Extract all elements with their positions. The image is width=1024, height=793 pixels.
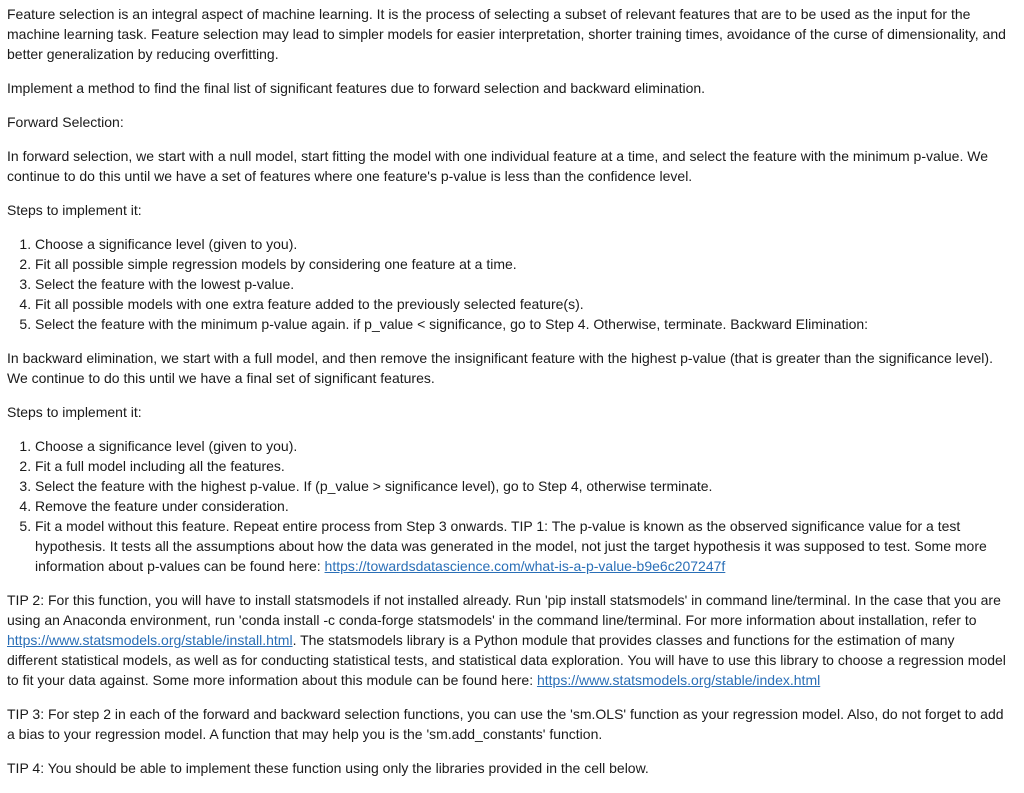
p-value-link[interactable]: https://towardsdatascience.com/what-is-a-p-value-b9e6c207247f [324, 558, 726, 574]
forward-step: 3. Select the feature with the lowest p-value. [35, 274, 1006, 294]
backward-step: 4. Remove the feature under consideration. [35, 496, 1006, 516]
forward-selection-heading: Forward Selection: [7, 114, 124, 130]
statsmodels-install-link[interactable]: https://www.statsmodels.org/stable/install.html [7, 632, 293, 648]
forward-step: 5. Select the feature with the minimum p-value again. if p_value < significance, go to Step 4. Otherwise, terminate. Backward Elimination: [35, 314, 1006, 334]
backward-step: 1. Choose a significance level (given to you). [35, 436, 1006, 456]
task-paragraph: Implement a method to find the final list of significant features due to forward selection and backward elimination. [7, 80, 706, 96]
backward-step-5-text: Fit a model without this feature. Repeat entire process from Step 3 onwards. TIP 1: The p-value is known as the observed significance value for a test hypothesis. It tests all the assumptions about how the data was generated in the model, not just the target hypothesis it was supposed to test. Some more information about p-values can be found here: [35, 518, 987, 574]
backward-elimination-description: In backward elimination, we start with a full model, and then remove the insignificant feature with the highest p-value (that is greater than the significance level). We continue to do this until we have a final set of significant features. [7, 350, 993, 386]
backward-steps-list [7, 436, 1006, 576]
backward-step: 2. Fit a full model including all the features. [35, 456, 1006, 476]
tip-4-paragraph: TIP 4: You should be able to implement these function using only the libraries provided in the cell below. [7, 760, 649, 776]
forward-step: 4. Fit all possible models with one extra feature added to the previously selected feature(s). [35, 294, 1006, 314]
backward-step [35, 516, 1006, 576]
tip-3-paragraph: TIP 3: For step 2 in each of the forward and backward selection functions, you can use the 'sm.OLS' function as your regression model. Also, do not forget to add a bias to your regression model. A function that may help you is the 'sm.add_constants' function. [7, 706, 1004, 742]
tip-2-paragraph [7, 590, 1006, 690]
tip-2-text-2: . The statsmodels library is a Python module that provides classes and functions for the estimation of many different statistical models, as well as for conducting statistical tests, and statistical data exploration. You will have to use this library to choose a regression model to fit your data against. Some more information about this module can be found here: [7, 632, 1006, 688]
intro-paragraph: Feature selection is an integral aspect of machine learning. It is the process of selecting a subset of relevant features that are to be used as the input for the machine learning task. Feature selection may lead to simpler models for easier interpretation, shorter training times, avoidance of the curse of dimensionality, and better generalization by reducing overfitting. [7, 6, 1006, 62]
forward-step: 2. Fit all possible simple regression models by considering one feature at a time. [35, 254, 1006, 274]
forward-steps-list [7, 234, 1006, 334]
forward-step: 1. Choose a significance level (given to you). [35, 234, 1006, 254]
forward-selection-description: In forward selection, we start with a null model, start fitting the model with one individual feature at a time, and select the feature with the minimum p-value. We continue to do this until we have a set of features where one feature's p-value is less than the confidence level. [7, 148, 988, 184]
statsmodels-index-link[interactable]: https://www.statsmodels.org/stable/index.html [536, 672, 821, 688]
tip-2-text-1: TIP 2: For this function, you will have to install statsmodels if not installed already. Run 'pip install statsmodels' in command line/terminal. In the case that you are using an Anaconda environment, run 'conda install -c conda-forge statsmodels' in the command line/terminal. For more information about installation, refer to [7, 592, 1001, 628]
backward-step: 3. Select the feature with the highest p-value. If (p_value > significance level), go to Step 4, otherwise terminate. [35, 476, 1006, 496]
forward-steps-heading: Steps to implement it: [7, 202, 142, 218]
backward-steps-heading: Steps to implement it: [7, 404, 142, 420]
